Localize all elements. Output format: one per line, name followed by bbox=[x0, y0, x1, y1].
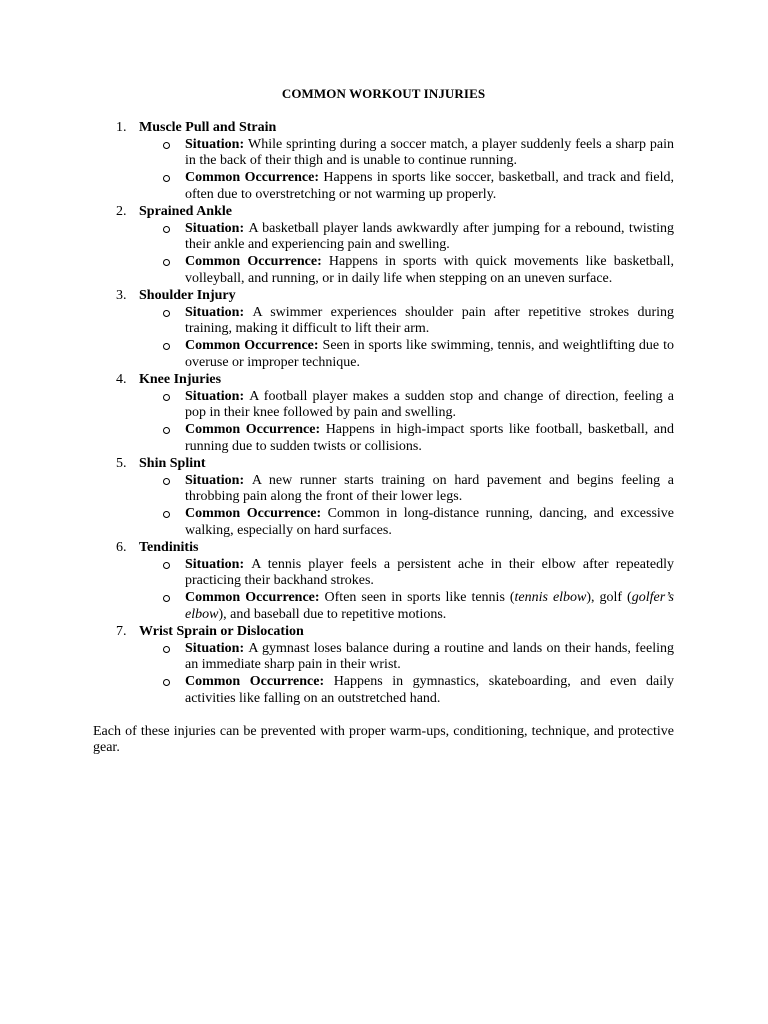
detail-list bbox=[139, 305, 674, 372]
injury-heading: Knee Injuries bbox=[139, 371, 222, 387]
occurrence-text-italic: golfer’s elbow bbox=[185, 590, 674, 622]
occurrence-item bbox=[139, 674, 674, 708]
injury-item-sprained-ankle bbox=[93, 204, 674, 288]
closing-paragraph: Each of these injuries can be prevented with proper warm-ups, conditioning, technique, and protective gear. bbox=[93, 723, 674, 756]
injury-heading: Muscle Pull and Strain bbox=[139, 119, 277, 135]
situation-text: While sprinting during a soccer match, a player suddenly feels a sharp pain in the back of their thigh and is unable to continue running. bbox=[185, 136, 675, 169]
situation-text: A basketball player lands awkwardly after jumping for a rebound, twisting their ankle and experiencing pain and swelling. bbox=[185, 220, 675, 253]
hollow-circle-bullet-icon bbox=[163, 310, 170, 317]
occurrence-label: Common Occurrence: bbox=[185, 506, 328, 522]
occurrence-label: Common Occurrence: bbox=[185, 338, 323, 354]
occurrence-item bbox=[139, 422, 674, 456]
hollow-circle-bullet-icon bbox=[163, 427, 170, 434]
injury-heading: Shoulder Injury bbox=[139, 287, 236, 303]
occurrence-item bbox=[139, 254, 674, 288]
injury-item-shin-splint bbox=[93, 456, 674, 540]
hollow-circle-bullet-icon bbox=[163, 142, 170, 149]
injury-heading: Wrist Sprain or Dislocation bbox=[139, 623, 304, 639]
injury-heading: Shin Splint bbox=[139, 455, 206, 471]
list-number: 3. bbox=[116, 287, 127, 303]
list-number: 1. bbox=[116, 119, 127, 135]
situation-text: A football player makes a sudden stop and change of direction, feeling a pop in their knee followed by pain and swelling. bbox=[185, 388, 675, 421]
situation-label: Situation: bbox=[185, 304, 253, 320]
situation-item bbox=[139, 305, 674, 339]
situation-item bbox=[139, 473, 674, 507]
occurrence-text-italic: tennis elbow bbox=[514, 590, 587, 606]
injury-item-wrist-sprain bbox=[93, 624, 674, 708]
injury-heading: Tendinitis bbox=[139, 539, 199, 555]
occurrence-item bbox=[139, 338, 674, 372]
hollow-circle-bullet-icon bbox=[163, 259, 170, 266]
hollow-circle-bullet-icon bbox=[163, 394, 170, 401]
injury-item-shoulder-injury bbox=[93, 288, 674, 372]
occurrence-item bbox=[139, 506, 674, 540]
injury-heading: Sprained Ankle bbox=[139, 203, 232, 219]
situation-text: A gymnast loses balance during a routine and lands on their hands, feeling an immediate sharp pain in their wrist. bbox=[185, 640, 675, 673]
situation-label: Situation: bbox=[185, 472, 252, 488]
detail-list bbox=[139, 641, 674, 708]
hollow-circle-bullet-icon bbox=[163, 562, 170, 569]
situation-item bbox=[139, 137, 674, 171]
hollow-circle-bullet-icon bbox=[163, 226, 170, 233]
occurrence-text: Common in long-distance running, dancing, and excessive walking, especially on hard surfaces. bbox=[185, 506, 674, 538]
occurrence-text: Happens in gymnastics, skateboarding, and even daily activities like falling on an outstretched hand. bbox=[185, 674, 674, 706]
situation-text: A tennis player feels a persistent ache in their elbow after repeatedly practicing their backhand strokes. bbox=[185, 556, 674, 589]
occurrence-text: Happens in sports like soccer, basketball, and track and field, often due to overstretching or not warming up properly. bbox=[185, 170, 674, 202]
situation-item bbox=[139, 557, 674, 591]
list-number: 5. bbox=[116, 455, 127, 471]
hollow-circle-bullet-icon bbox=[163, 175, 170, 182]
situation-item bbox=[139, 221, 674, 255]
occurrence-item bbox=[139, 590, 674, 624]
occurrence-text-part: Often seen in sports like tennis ( bbox=[324, 590, 515, 606]
document-title: COMMON WORKOUT INJURIES bbox=[281, 86, 486, 101]
hollow-circle-bullet-icon bbox=[163, 646, 170, 653]
hollow-circle-bullet-icon bbox=[163, 343, 170, 350]
list-number: 7. bbox=[116, 623, 127, 639]
detail-list bbox=[139, 221, 674, 288]
situation-label: Situation: bbox=[185, 136, 249, 152]
occurrence-label: Common Occurrence: bbox=[185, 422, 326, 438]
detail-list bbox=[139, 557, 674, 624]
detail-list bbox=[139, 473, 674, 540]
list-number: 6. bbox=[116, 539, 127, 555]
hollow-circle-bullet-icon bbox=[163, 679, 170, 686]
occurrence-text: Happens in high-impact sports like football, basketball, and running due to sudden twists or collisions. bbox=[185, 422, 674, 454]
injury-item-muscle-pull bbox=[93, 120, 674, 204]
hollow-circle-bullet-icon bbox=[163, 511, 170, 518]
list-number: 2. bbox=[116, 203, 127, 219]
situation-label: Situation: bbox=[185, 640, 249, 656]
situation-text: A swimmer experiences shoulder pain after repetitive strokes during training, making it difficult to lift their arm. bbox=[185, 304, 675, 337]
situation-label: Situation: bbox=[185, 220, 249, 236]
detail-list bbox=[139, 137, 674, 204]
hollow-circle-bullet-icon bbox=[163, 478, 170, 485]
situation-text: A new runner starts training on hard pavement and begins feeling a throbbing pain along the front of their lower legs. bbox=[185, 472, 674, 505]
situation-label: Situation: bbox=[185, 556, 252, 572]
occurrence-text: Seen in sports like swimming, tennis, and weightlifting due to overuse or improper technique. bbox=[185, 338, 674, 370]
situation-item bbox=[139, 389, 674, 423]
occurrence-label: Common Occurrence: bbox=[185, 170, 324, 186]
occurrence-text-part: ), golf ( bbox=[586, 590, 632, 606]
hollow-circle-bullet-icon bbox=[163, 595, 170, 602]
injury-list bbox=[93, 120, 674, 708]
occurrence-label: Common Occurrence: bbox=[185, 674, 334, 690]
occurrence-item bbox=[139, 170, 674, 204]
situation-label: Situation: bbox=[185, 388, 250, 404]
occurrence-text: Happens in sports with quick movements like basketball, volleyball, and running, or in daily life when stepping on an uneven surface. bbox=[185, 254, 674, 286]
occurrence-text-part: ), and baseball due to repetitive motions. bbox=[218, 606, 447, 622]
injury-item-tendinitis bbox=[93, 540, 674, 624]
injury-item-knee-injuries bbox=[93, 372, 674, 456]
occurrence-label: Common Occurrence: bbox=[185, 254, 329, 270]
occurrence-label: Common Occurrence: bbox=[185, 590, 325, 606]
situation-item bbox=[139, 641, 674, 675]
detail-list bbox=[139, 389, 674, 456]
list-number: 4. bbox=[116, 371, 127, 387]
